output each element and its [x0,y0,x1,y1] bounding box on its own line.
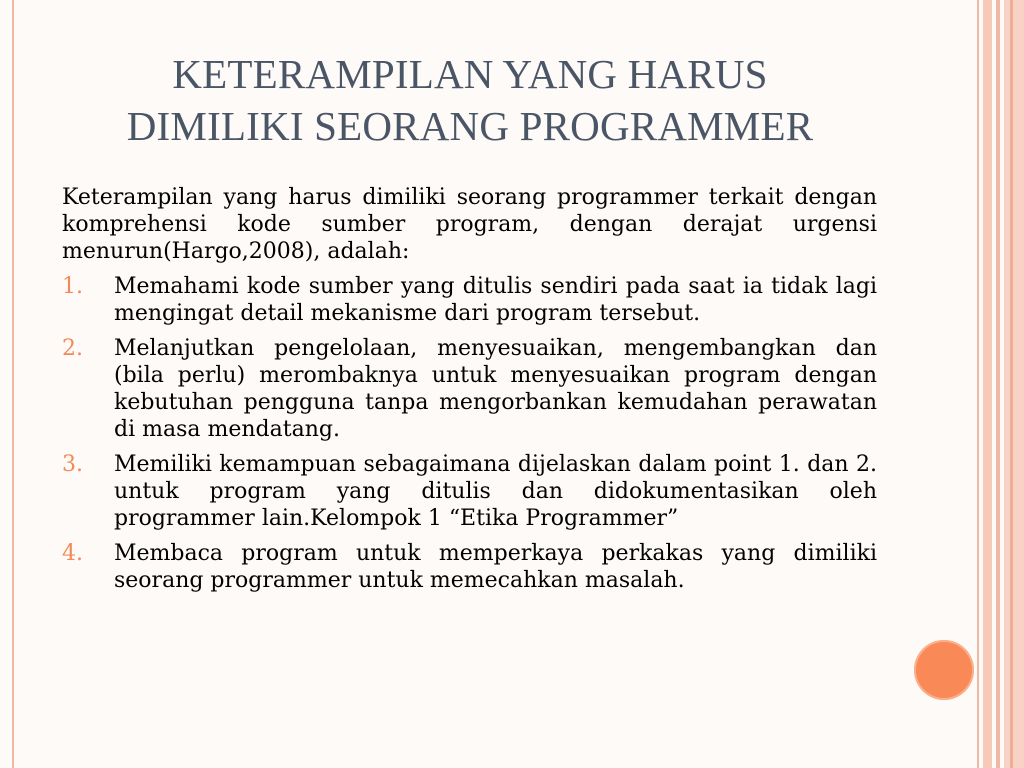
decorative-circle [914,640,974,700]
right-stripe [977,0,979,768]
list-item-text: Memahami kode sumber yang ditulis sendiri pada saat ia tidak lagi mengingat detail mekanisme dari program tersebut. [114,274,877,326]
list-item-text: Melanjutkan pengelolaan, menyesuaikan, mengembangkan dan (bila perlu) merombaknya untuk menyesuaikan program dengan kebutuhan pengguna tanpa mengorbankan kemudahan perawatan di masa mendatang. [114,336,877,442]
left-border-line [12,0,14,768]
list-item [62,335,877,443]
list-number: 4. [62,541,83,566]
slide-body [62,184,877,602]
list-item [62,451,877,532]
list-item [62,540,877,594]
right-stripe [996,0,1000,768]
list-item-text: Memiliki kemampuan sebagaimana dijelaskan dalam point 1. dan 2. untuk program yang ditulis dan didokumentasikan oleh programmer lain.Kelompok 1 “Etika Programmer” [114,452,877,531]
numbered-list [62,273,877,594]
title-line-2: DIMILIKI SEORANG PROGRAMMER [126,103,814,149]
intro-paragraph: Keterampilan yang harus dimiliki seorang programmer terkait dengan komprehensi kode sumber program, dengan derajat urgensi menurun(Hargo,2008), adalah: [62,185,877,264]
slide-title [60,48,880,152]
right-stripe [1004,0,1024,768]
list-number: 1. [62,274,83,299]
right-stripe [1010,0,1013,768]
list-number: 3. [62,452,83,477]
list-item [62,273,877,327]
title-line-1: KETERAMPILAN YANG HARUS [172,51,768,97]
list-item-text: Membaca program untuk memperkaya perkakas yang dimiliki seorang programmer untuk memecahkan masalah. [114,541,877,593]
right-stripe [983,0,992,768]
list-number: 2. [62,336,83,361]
